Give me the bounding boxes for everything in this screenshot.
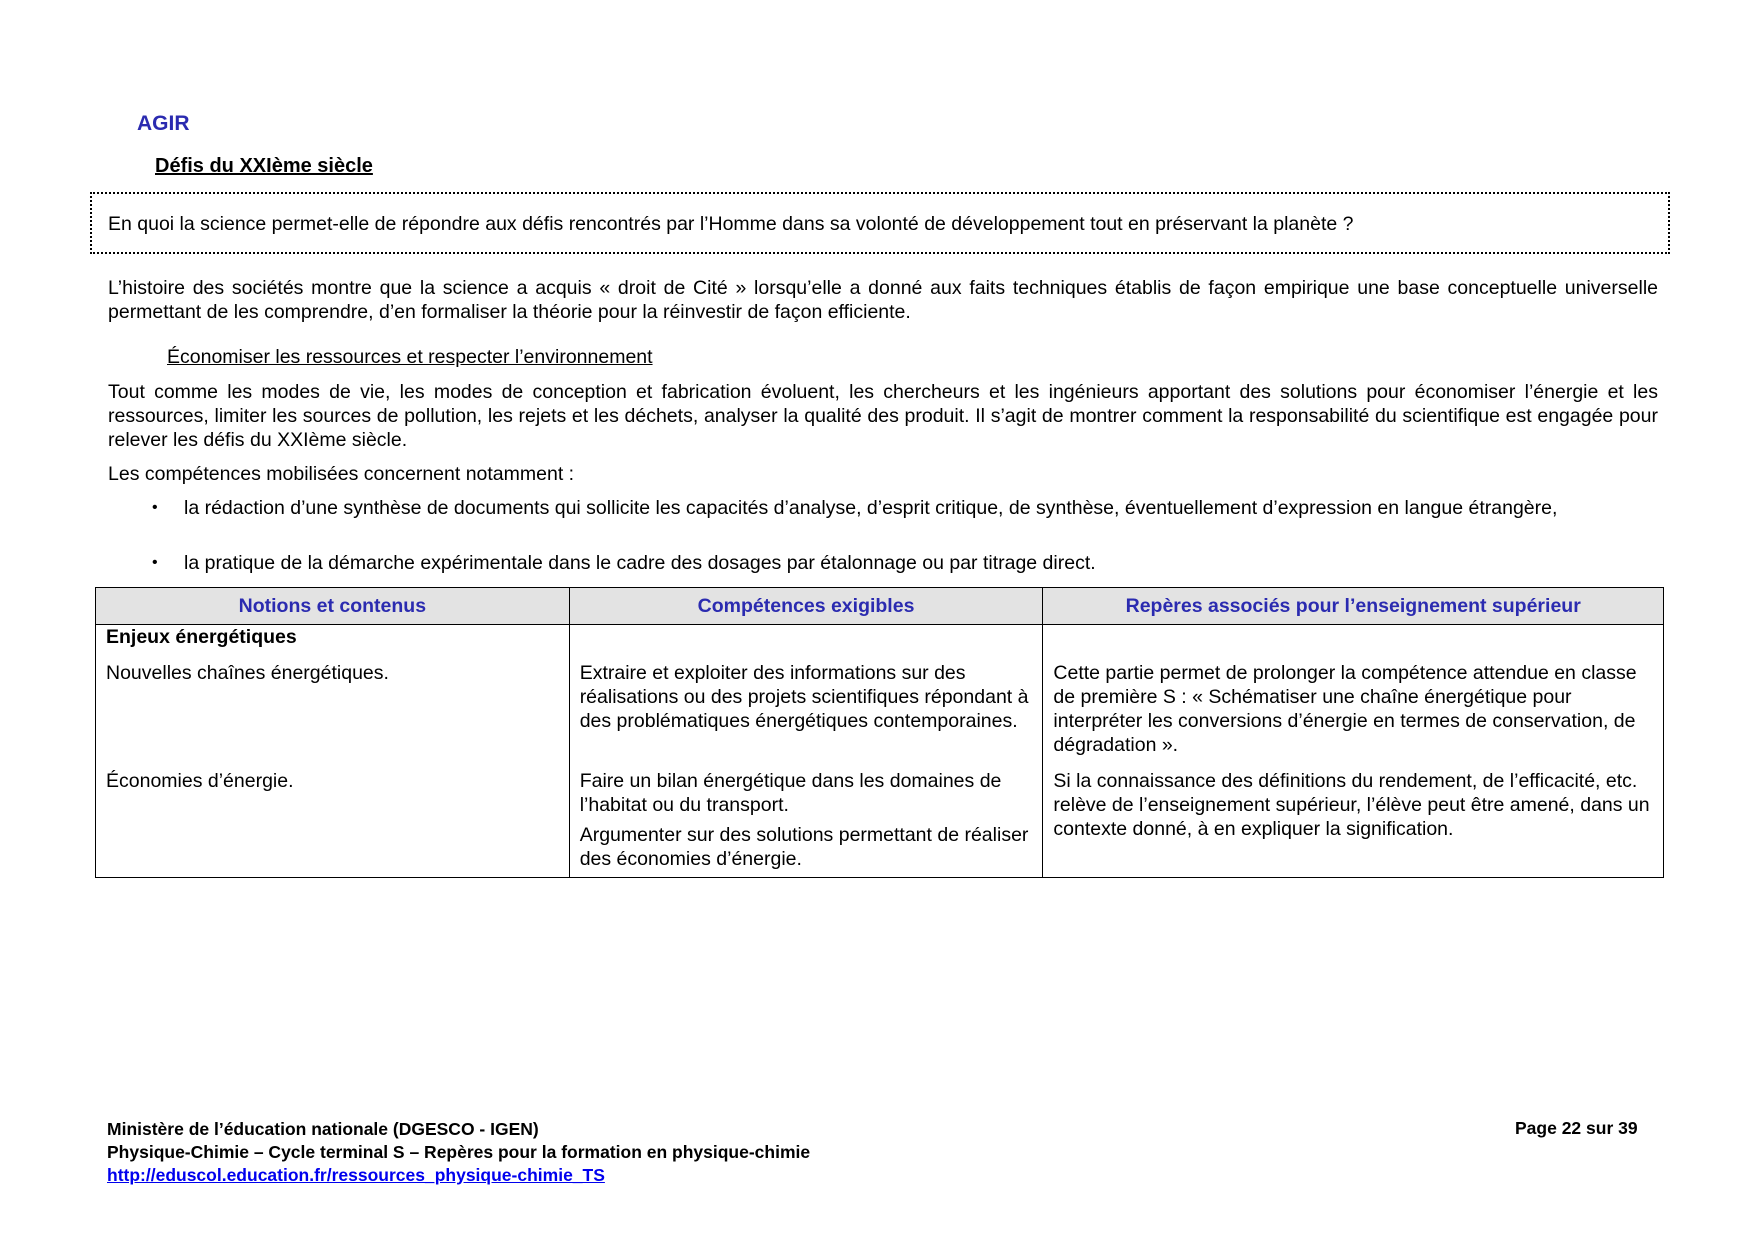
intro-paragraph: L’histoire des sociétés montre que la science a acquis « droit de Cité » lorsqu’elle a donné aux faits techniques établis de façon empirique une base conceptuelle universelle permettant de les comprendre, d’en formaliser la théorie pour la réinvestir de façon efficiente. bbox=[108, 277, 1658, 323]
bullet-icon: • bbox=[152, 499, 158, 516]
bullet-icon: • bbox=[152, 554, 158, 571]
footer-line: Physique-Chimie – Cycle terminal S – Repères pour la formation en physique-chimie bbox=[107, 1142, 811, 1162]
table-row bbox=[96, 625, 1664, 650]
program-table bbox=[95, 587, 1664, 878]
empty-cell bbox=[569, 625, 1043, 650]
footer-link[interactable]: http://eduscol.education.fr/ressources_physique-chimie_TS bbox=[107, 1165, 605, 1185]
bullet-text: la rédaction d’une synthèse de documents qui sollicite les capacités d’analyse, d’esprit critique, de synthèse, éventuellement d’expression en langue étrangère, bbox=[184, 497, 1558, 519]
repere-cell: Si la connaissance des définitions du rendement, de l’efficacité, etc. relève de l’enseignement supérieur, l’élève peut être amené, dans un contexte donné, à en expliquer la signification. bbox=[1043, 757, 1664, 878]
bullet-item bbox=[150, 496, 1658, 520]
question-box bbox=[90, 192, 1670, 254]
competence-text: Faire un bilan énergétique dans les domaines de l’habitat ou du transport. bbox=[579, 770, 1002, 816]
table-header-row bbox=[96, 588, 1664, 625]
table-row bbox=[96, 757, 1664, 878]
bullet-item bbox=[150, 551, 1658, 575]
section-title: AGIR bbox=[137, 112, 190, 135]
header-reperes: Repères associés pour l’enseignement supérieur bbox=[1043, 588, 1664, 625]
notion-cell: Économies d’énergie. bbox=[96, 757, 570, 878]
footer-line: Ministère de l’éducation nationale (DGESCO - IGEN) bbox=[107, 1119, 539, 1139]
repere-cell: Cette partie permet de prolonger la compétence attendue en classe de première S : « Schématiser une chaîne énergétique pour interpréter les conversions d’énergie en termes de conservation, de dégradation ». bbox=[1043, 649, 1664, 757]
subsection-title: Défis du XXIème siècle bbox=[155, 155, 373, 177]
topic-cell: Enjeux énergétiques bbox=[96, 625, 570, 650]
header-notions: Notions et contenus bbox=[96, 588, 570, 625]
table-row bbox=[96, 649, 1664, 757]
competence-cell bbox=[569, 757, 1043, 878]
notion-cell: Nouvelles chaînes énergétiques. bbox=[96, 649, 570, 757]
competence-cell: Extraire et exploiter des informations sur des réalisations ou des projets scientifiques répondant à des problématiques énergétiques contemporaines. bbox=[569, 649, 1043, 757]
footer bbox=[107, 1118, 810, 1187]
page-number: Page 22 sur 39 bbox=[1515, 1118, 1638, 1138]
theme-paragraph: Tout comme les modes de vie, les modes de conception et fabrication évoluent, les chercheurs et les ingénieurs apportant des solutions pour économiser l’énergie et les ressources, limiter les sources de pollution, les rejets et les déchets, analyser la qualité des produit. Il s’agit de montrer comment la responsabilité du scientifique est engagée pour relever les défis du XXIème siècle. bbox=[108, 381, 1658, 451]
bullet-text: la pratique de la démarche expérimentale dans le cadre des dosages par étalonnage ou par titrage direct. bbox=[184, 552, 1096, 574]
theme-heading: Économiser les ressources et respecter l’environnement bbox=[167, 346, 653, 368]
header-competences: Compétences exigibles bbox=[569, 588, 1043, 625]
competence-text: Argumenter sur des solutions permettant de réaliser des économies d’énergie. bbox=[579, 824, 1029, 870]
question-text: En quoi la science permet-elle de répondre aux défis rencontrés par l’Homme dans sa volonté de développement tout en préservant la planète ? bbox=[108, 213, 1354, 235]
competences-intro: Les compétences mobilisées concernent notamment : bbox=[108, 463, 575, 485]
empty-cell bbox=[1043, 625, 1664, 650]
